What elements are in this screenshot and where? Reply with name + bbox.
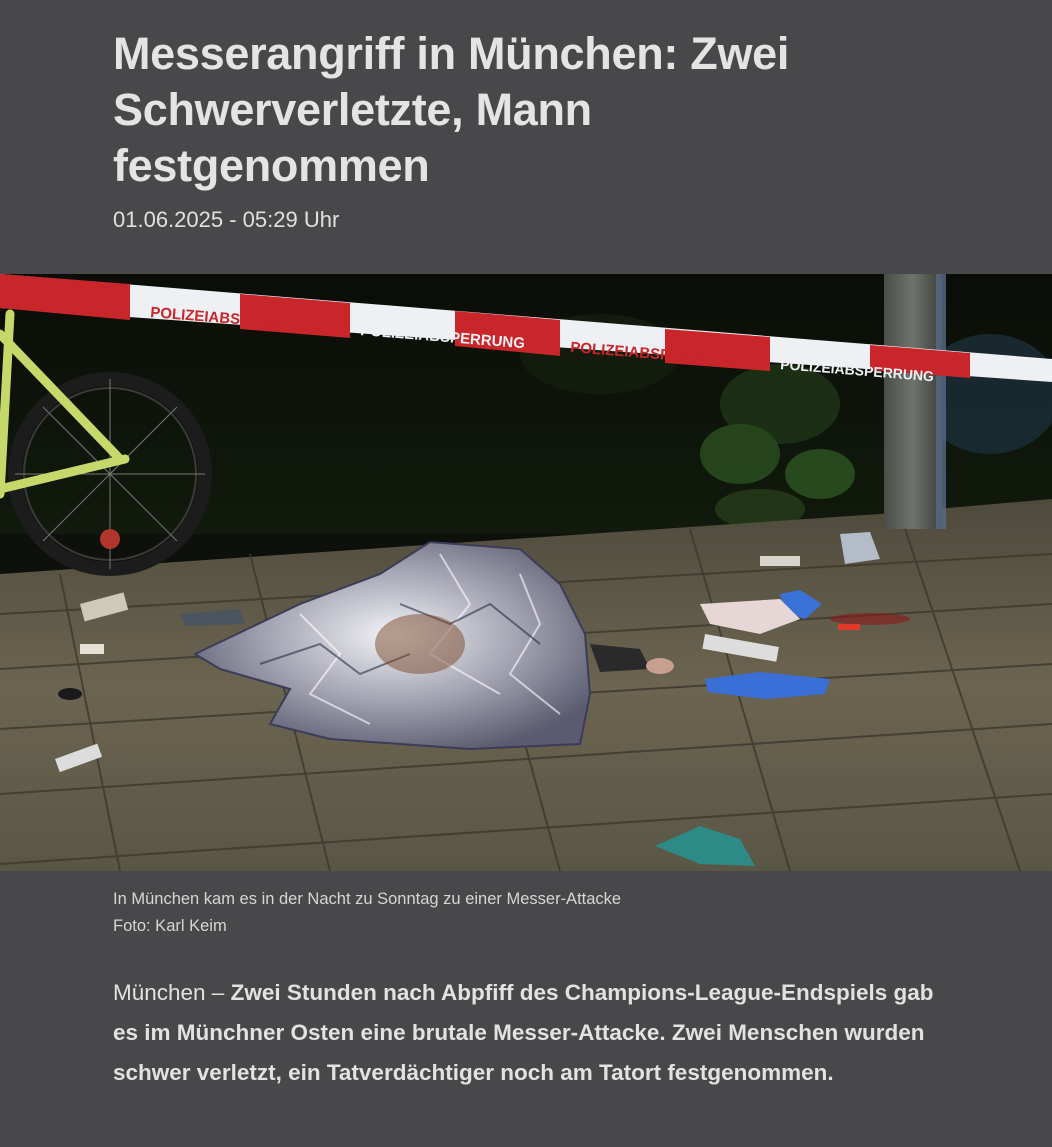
caption-text: In München kam es in der Nacht zu Sonntag zu einer Messer-Attacke bbox=[113, 890, 622, 908]
tape-text: POLIZEIABSPERRUNG bbox=[779, 356, 935, 385]
article-header bbox=[113, 26, 913, 234]
article-lead bbox=[113, 973, 943, 1093]
lead-place: München – bbox=[113, 980, 231, 1005]
publish-date: 01.06.2025 - 05:29 Uhr bbox=[113, 207, 340, 232]
tape-text: POLIZEIABSPERRUNG bbox=[149, 304, 316, 335]
tape-text: POLIZEIABSPERRUNG bbox=[359, 322, 526, 353]
photo-credit: Foto: Karl Keim bbox=[113, 917, 227, 935]
headline: Messerangriff in München: Zwei Schwerverletzte, Mann festgenommen bbox=[113, 28, 790, 191]
article-photo[interactable] bbox=[0, 274, 1052, 871]
crime-scene-photo bbox=[0, 274, 1052, 871]
pole bbox=[884, 274, 942, 529]
tape-text: POLIZEIABSPERRUNG bbox=[569, 339, 736, 370]
photo-caption bbox=[113, 886, 621, 940]
lead-text: Zwei Stunden nach Abpfiff des Champions-League-Endspiels gab es im Münchner Osten eine brutale Messer-Attacke. Zwei Menschen wurden schwer verletzt, ein Tatverdächtiger noch am Tatort festgenommen. bbox=[113, 980, 934, 1085]
